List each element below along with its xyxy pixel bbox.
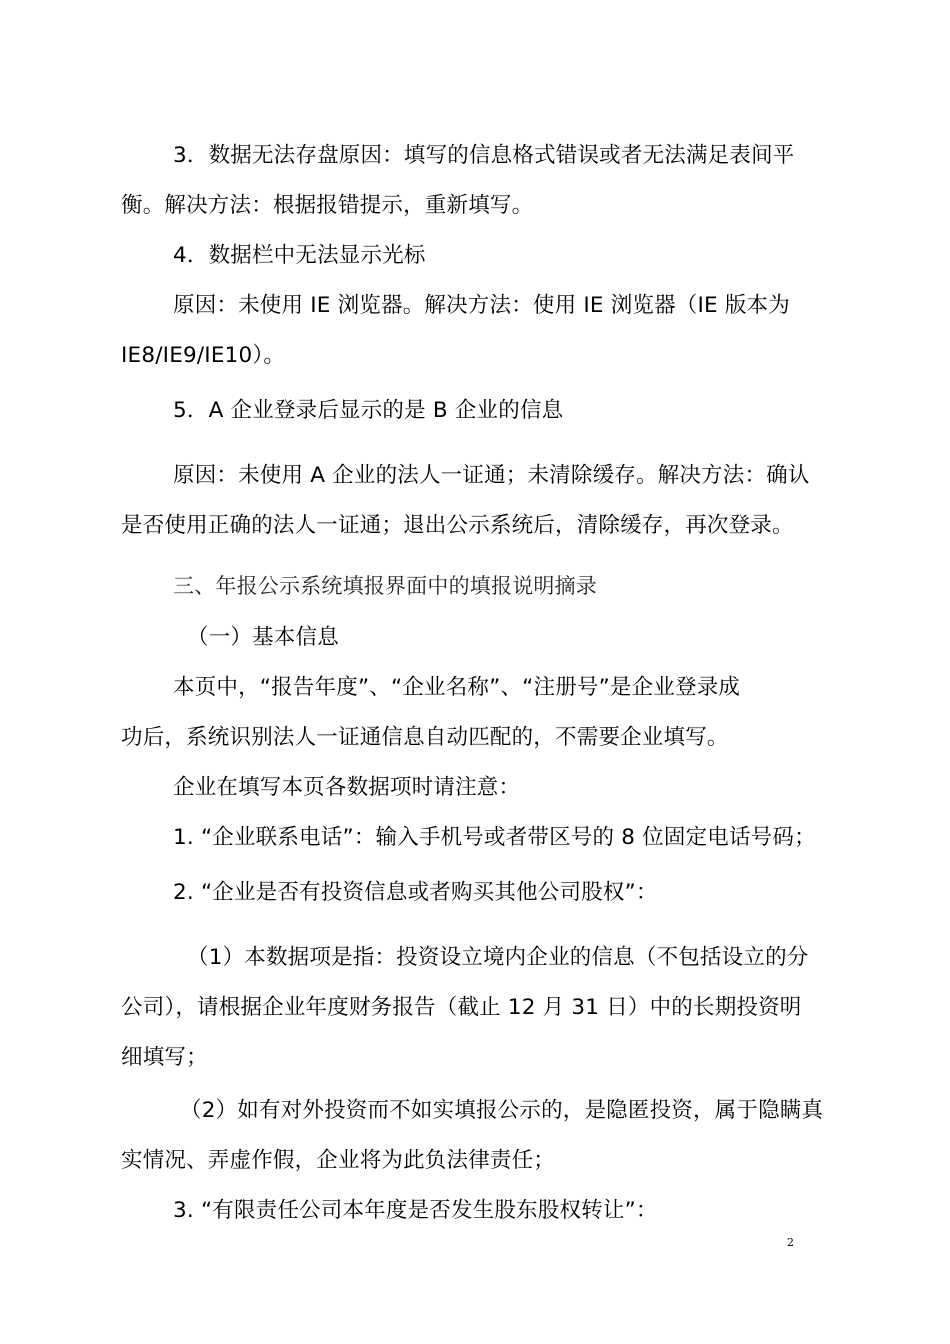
section-heading: 三、年报公示系统填报界面中的填报说明摘录 <box>173 574 597 598</box>
paragraph-line: 功后，系统识别法人一证通信息自动匹配的，不需要企业填写。 <box>121 725 729 750</box>
paragraph-line: 原因：未使用 A 企业的法人一证通；未清除缓存。解决方法：确认 <box>173 463 810 488</box>
paragraph-line: 3．数据无法存盘原因：填写的信息格式错误或者无法满足表间平 <box>173 143 795 168</box>
paragraph-line: 实情况、弄虚作假，企业将为此负法律责任； <box>121 1148 556 1173</box>
paragraph-line: 5．A 企业登录后显示的是 B 企业的信息 <box>173 398 564 423</box>
sub-list-item: （1）本数据项是指：投资设立境内企业的信息（不包括设立的分 <box>187 945 809 970</box>
subsection-heading: （一）基本信息 <box>187 625 339 650</box>
paragraph-line: 公司），请根据企业年度财务报告（截止 12 月 31 日）中的长期投资明 <box>121 995 802 1020</box>
list-item: 2. “企业是否有投资信息或者购买其他公司股权”： <box>173 880 658 905</box>
paragraph-line: IE8/IE9/IE10）。 <box>121 343 286 368</box>
page-number: 2 <box>787 1236 794 1249</box>
paragraph-line: 4．数据栏中无法显示光标 <box>173 243 426 268</box>
paragraph-line: 企业在填写本页各数据项时请注意： <box>173 775 521 800</box>
paragraph-line: 本页中，“报告年度”、“企业名称”、“注册号”是企业登录成 <box>173 675 741 700</box>
paragraph-line: 是否使用正确的法人一证通；退出公示系统后，清除缓存，再次登录。 <box>121 513 794 538</box>
paragraph-line: 细填写； <box>121 1045 208 1070</box>
sub-list-item: （2）如有对外投资而不如实填报公示的，是隐匿投资，属于隐瞒真 <box>180 1098 824 1123</box>
list-item: 3. “有限责任公司本年度是否发生股东股权转让”： <box>173 1198 658 1223</box>
paragraph-line: 原因：未使用 IE 浏览器。解决方法：使用 IE 浏览器（IE 版本为 <box>173 293 790 318</box>
paragraph-line: 衡。解决方法：根据报错提示，重新填写。 <box>121 193 534 218</box>
list-item: 1. “企业联系电话”：输入手机号或者带区号的 8 位固定电话号码； <box>173 825 816 850</box>
